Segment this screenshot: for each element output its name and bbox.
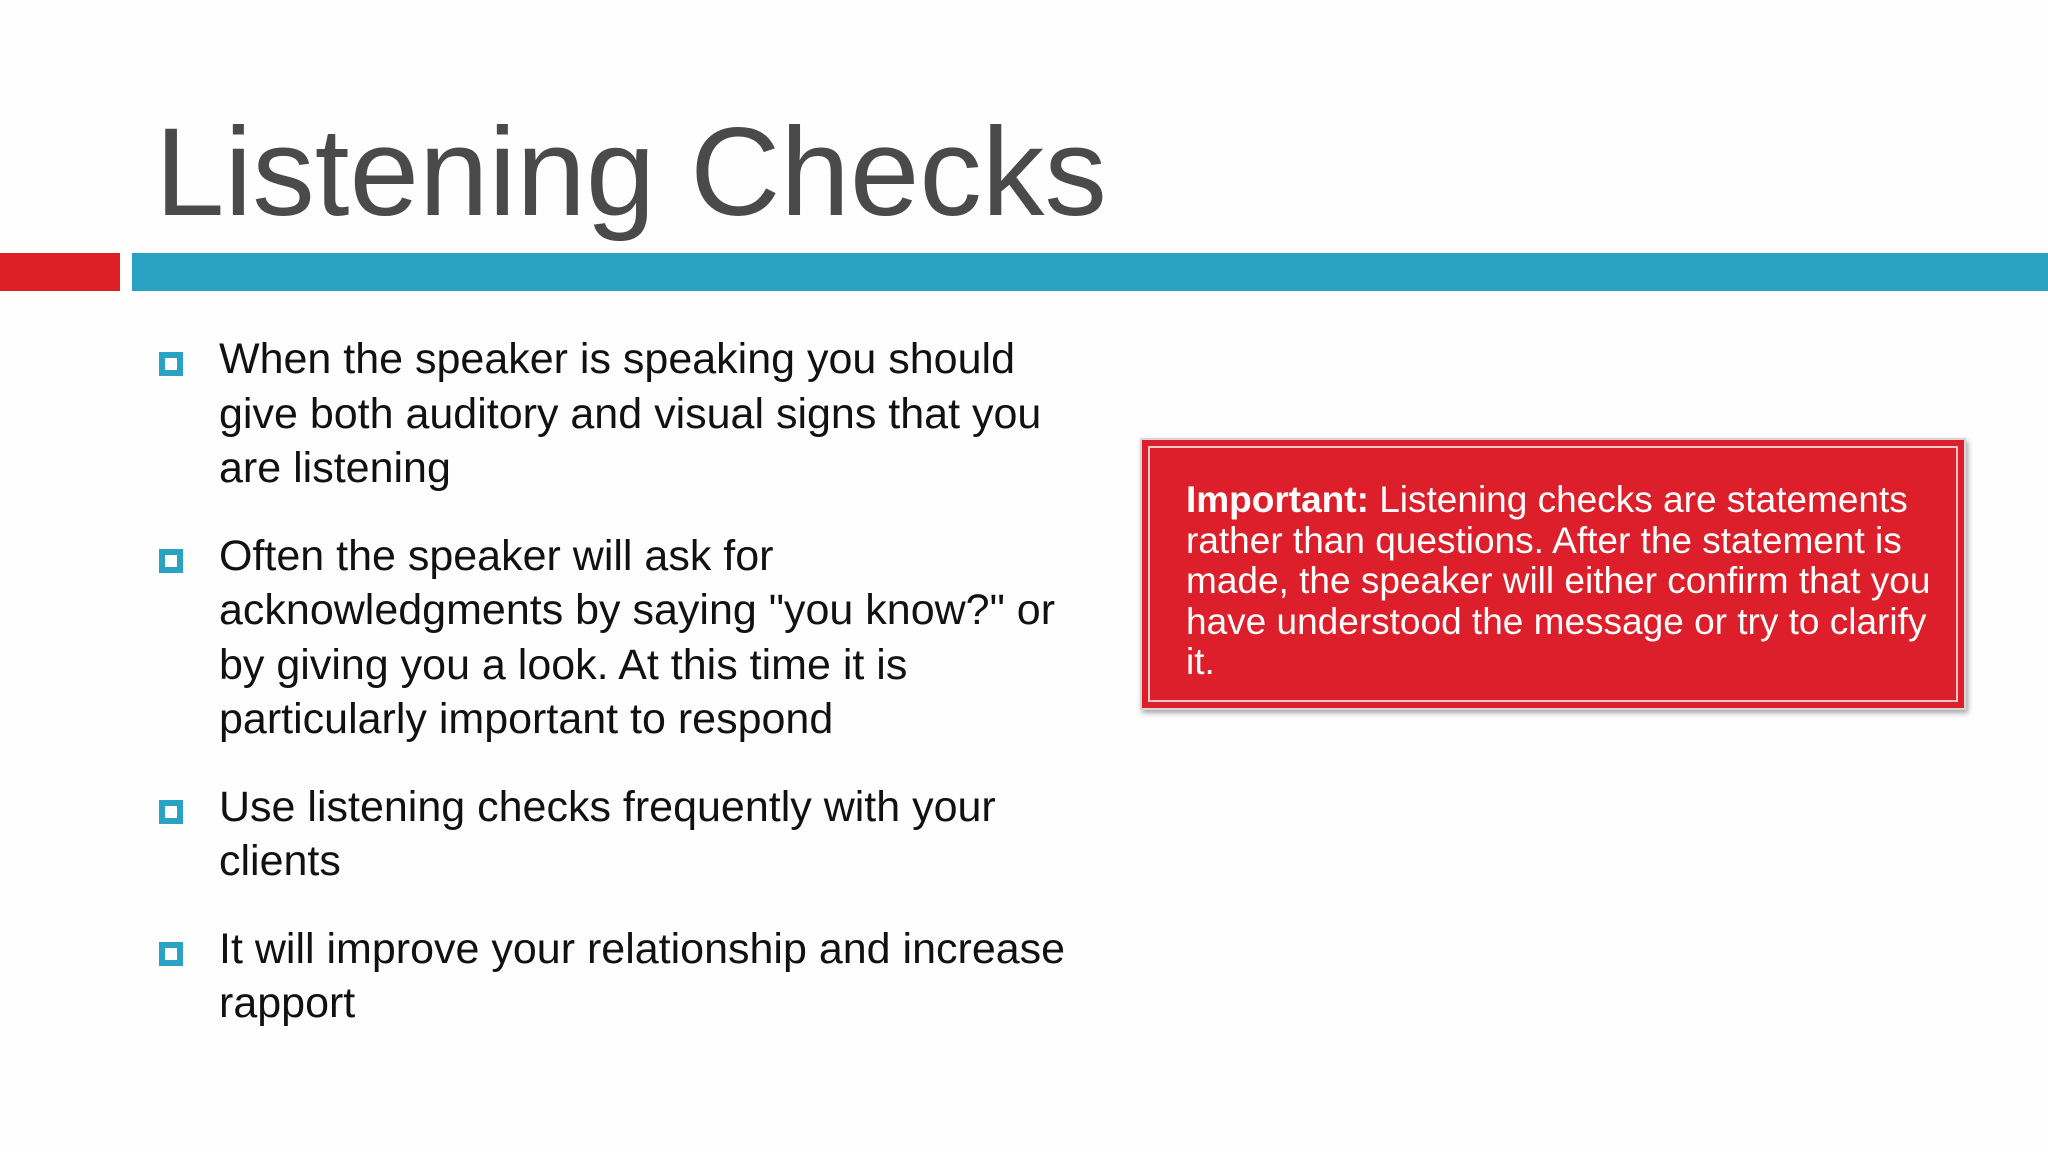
bullet-list: [155, 332, 1085, 1031]
important-callout-box: [1140, 438, 1966, 710]
callout-text: [1186, 480, 1946, 683]
square-bullet-icon: [159, 942, 183, 966]
bullet-text: Use listening checks frequently with your clients: [219, 782, 996, 885]
blue-accent-bar: [132, 253, 2048, 291]
square-bullet-icon: [159, 800, 183, 824]
bullet-item: [155, 529, 1085, 747]
bullet-item: [155, 332, 1085, 496]
slide-title: Listening Checks: [155, 103, 1107, 242]
red-accent-bar: [0, 253, 120, 291]
bullet-item: [155, 922, 1085, 1031]
square-bullet-icon: [159, 549, 183, 573]
callout-body: Listening checks are statements rather than questions. After the statement is made, the speaker will either confirm that you have understood the message or try to clarify it.: [1186, 479, 1931, 682]
bullet-item: [155, 780, 1085, 889]
bullet-text: It will improve your relationship and increase rapport: [219, 924, 1066, 1027]
bullet-text: Often the speaker will ask for acknowledgments by saying "you know?" or by giving you a look. At this time it is particularly important to respond: [219, 531, 1056, 743]
callout-label: Important:: [1186, 479, 1369, 520]
bullet-text: When the speaker is speaking you should give both auditory and visual signs that you are listening: [219, 335, 1042, 492]
square-bullet-icon: [159, 352, 183, 376]
